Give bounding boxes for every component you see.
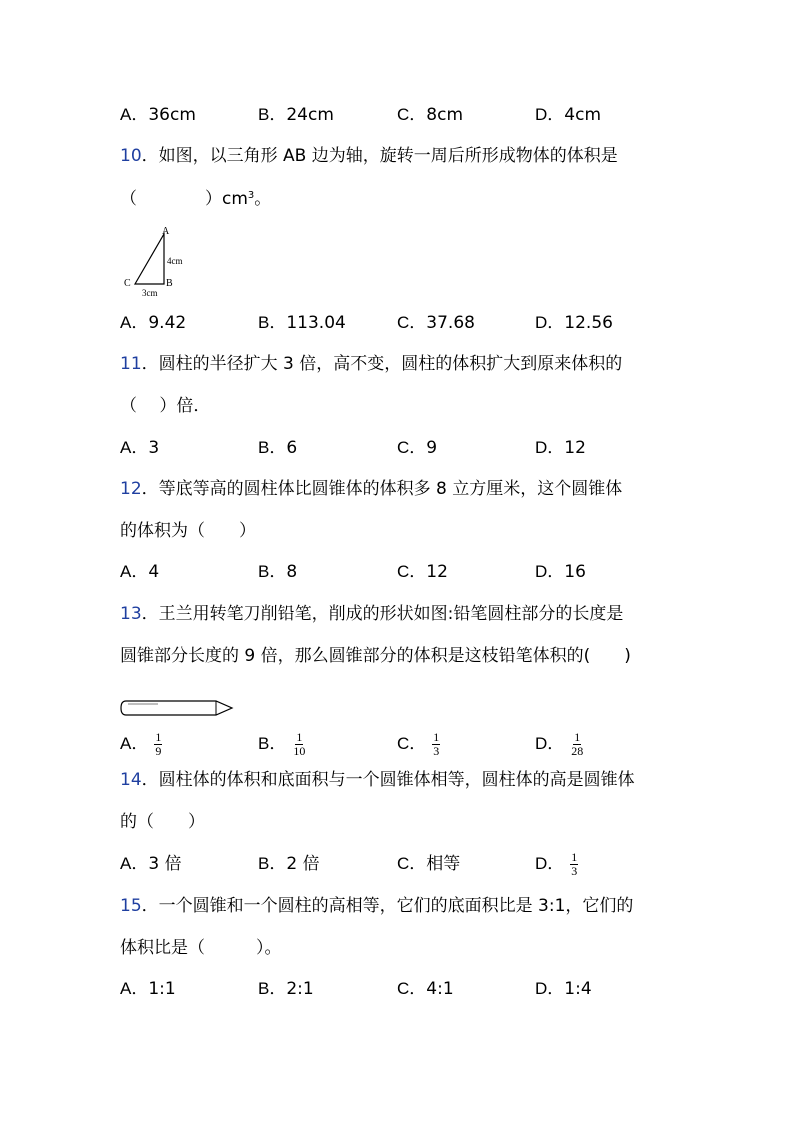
q10-side-ab: 4cm [167, 256, 183, 266]
q12-option-b[interactable]: B． 8 [258, 562, 298, 582]
q15-number: 15 [120, 896, 142, 916]
q14-option-d[interactable]: D． $\frac{1}{3}$ [535, 849, 578, 878]
q11-stem-line2: （ ）倍． [120, 396, 211, 416]
q12-option-d[interactable]: D． 16 [535, 562, 586, 582]
q10-number: 10 [120, 146, 142, 166]
q13-option-a[interactable]: A． $\frac{1}{9}$ [120, 729, 162, 758]
q14-stem-line2: 的（ ） [120, 812, 205, 832]
q14-fraction-d: $\frac{1}{3}$ [571, 849, 578, 878]
q13-fraction-a: $\frac{1}{9}$ [155, 729, 162, 758]
q10-option-a[interactable]: A． 9.42 [120, 313, 187, 333]
q10-side-cb: 3cm [142, 288, 158, 298]
q13-option-c[interactable]: C． $\frac{1}{3}$ [397, 729, 440, 758]
q10-stem-line2: （ ）$cm^3$。 [120, 189, 272, 209]
q12-number: 12 [120, 479, 142, 499]
q13-stem-line2: 圆锥部分长度的 9 倍，那么圆锥部分的体积是这枝铅笔体积的( ) [120, 646, 631, 666]
q10-stem-line1: 10．如图，以三角形 AB 边为轴，旋转一周后所形成物体的体积是 [120, 146, 618, 166]
q11-option-c[interactable]: C． 9 [397, 438, 438, 458]
q14-option-c[interactable]: C． 相等 [397, 854, 461, 874]
q10-option-b[interactable]: B． 113.04 [258, 313, 346, 333]
q12-option-c[interactable]: C． 12 [397, 562, 448, 582]
q10-label-c: C [124, 278, 131, 289]
q15-option-a[interactable]: A． 1:1 [120, 979, 176, 999]
q15-option-b[interactable]: B． 2:1 [258, 979, 314, 999]
q13-option-b[interactable]: B． $\frac{1}{10}$ [258, 729, 306, 758]
q9-option-a[interactable]: A． 36cm [120, 105, 196, 125]
q14-stem-line1: 14．圆柱体的体积和底面积与一个圆锥体相等，圆柱体的高是圆锥体 [120, 770, 635, 790]
q10-option-d[interactable]: D． 12.56 [535, 313, 613, 333]
q9-option-c[interactable]: C． 8cm [397, 105, 464, 125]
q13-fraction-c: $\frac{1}{3}$ [433, 729, 440, 758]
q9-option-d[interactable]: D． 4cm [535, 105, 602, 125]
q9-option-b[interactable]: B． 24cm [258, 105, 334, 125]
q14-option-a[interactable]: A． 3 倍 [120, 854, 182, 874]
q10-label-a: A [162, 226, 170, 237]
q11-option-d[interactable]: D． 12 [535, 438, 586, 458]
q15-stem-line2: 体积比是（ ）。 [120, 938, 282, 958]
q10-label-b: B [166, 278, 173, 289]
q13-pencil-figure [120, 698, 236, 718]
q12-stem-line2: 的体积为（ ） [120, 521, 256, 541]
q11-option-a[interactable]: A． 3 [120, 438, 160, 458]
q13-stem-line1: 13．王兰用转笔刀削铅笔，削成的形状如图:铅笔圆柱部分的长度是 [120, 604, 624, 624]
q11-option-b[interactable]: B． 6 [258, 438, 298, 458]
q13-fraction-b: $\frac{1}{10}$ [293, 729, 306, 758]
q14-number: 14 [120, 770, 142, 790]
q11-stem-line1: 11．圆柱的半径扩大 3 倍，高不变，圆柱的体积扩大到原来体积的 [120, 354, 623, 374]
q15-option-c[interactable]: C． 4:1 [397, 979, 454, 999]
q15-option-d[interactable]: D． 1:4 [535, 979, 592, 999]
q13-number: 13 [120, 604, 142, 624]
q12-option-a[interactable]: A． 4 [120, 562, 160, 582]
q10-triangle-figure [118, 222, 198, 300]
q15-stem-line1: 15．一个圆锥和一个圆柱的高相等，它们的底面积比是 3:1，它们的 [120, 896, 634, 916]
q13-option-d[interactable]: D． $\frac{1}{28}$ [535, 729, 584, 758]
q12-stem-line1: 12．等底等高的圆柱体比圆锥体的体积多 8 立方厘米，这个圆锥体 [120, 479, 623, 499]
q11-number: 11 [120, 354, 142, 374]
q13-fraction-d: $\frac{1}{28}$ [571, 729, 584, 758]
q10-option-c[interactable]: C． 37.68 [397, 313, 475, 333]
q14-option-b[interactable]: B． 2 倍 [258, 854, 320, 874]
